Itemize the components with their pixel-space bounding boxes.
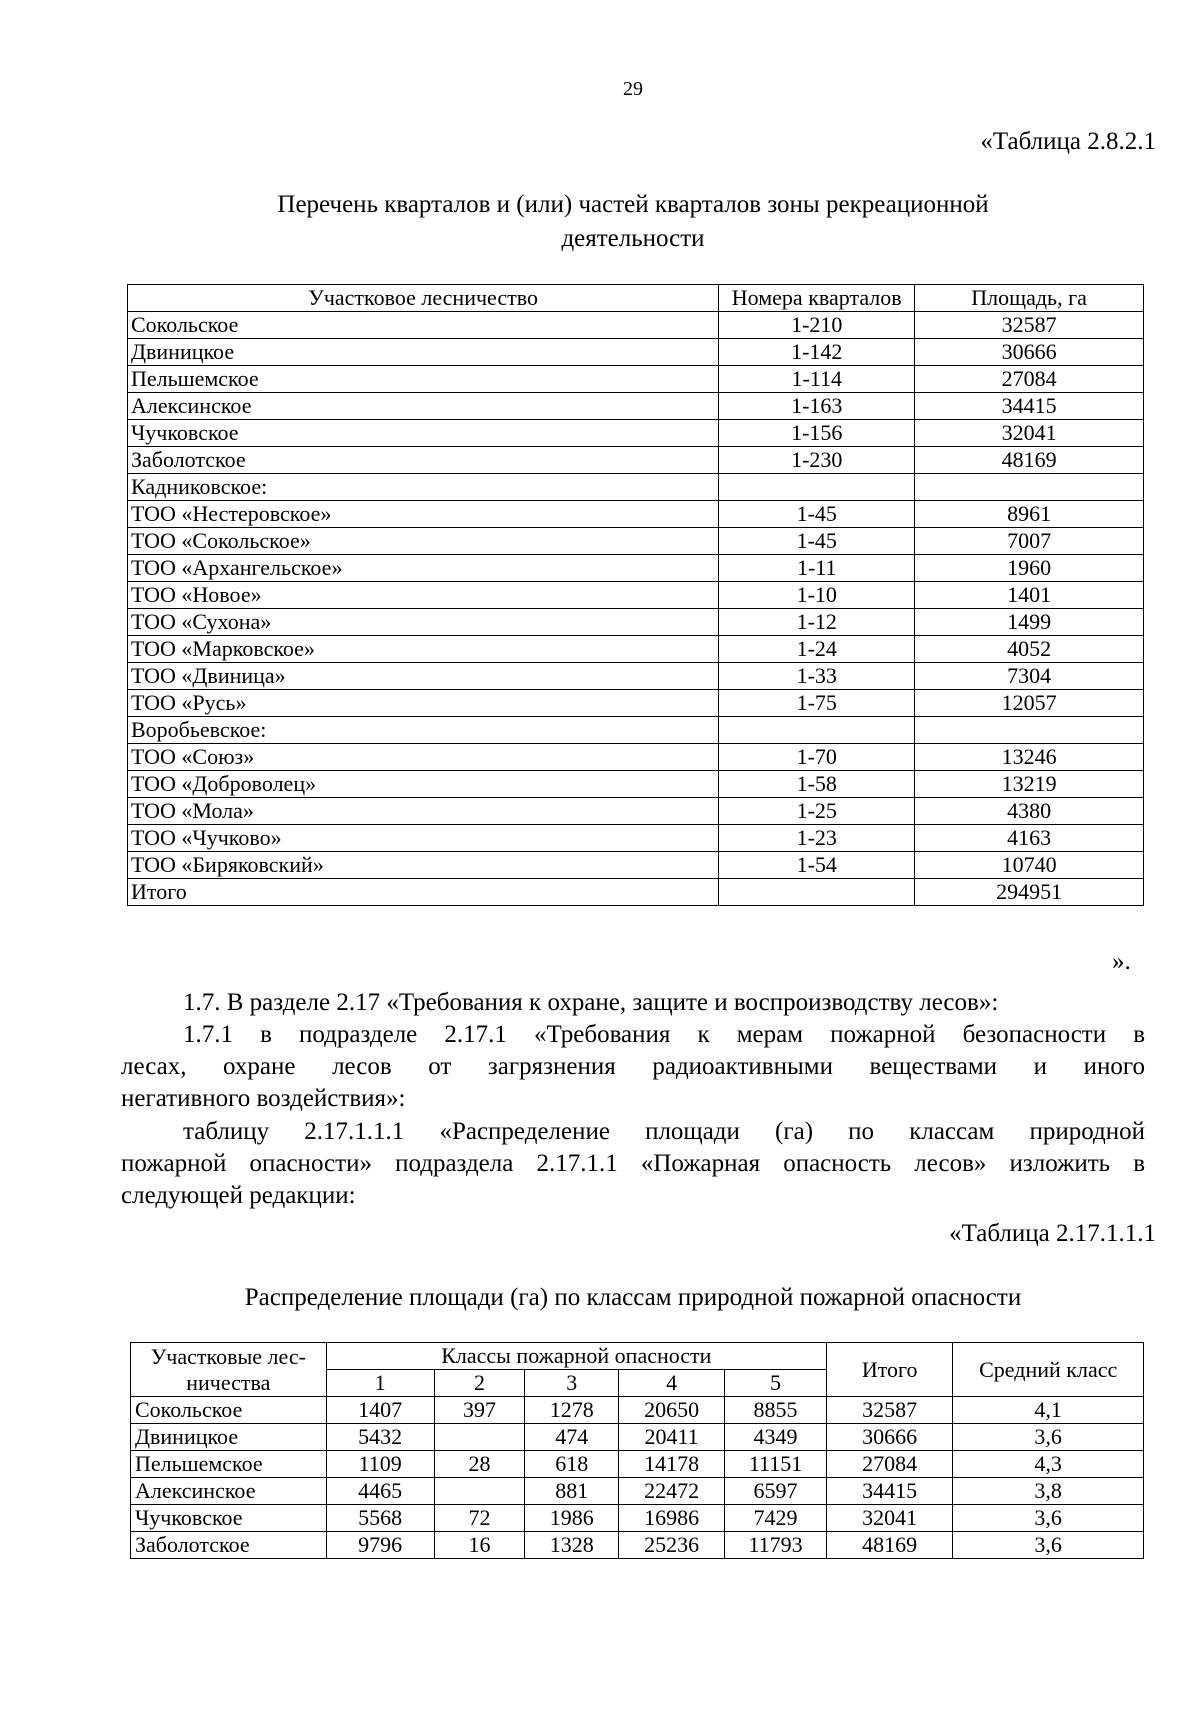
area-cell: 8961	[915, 501, 1144, 528]
class-2-cell: 16	[434, 1532, 525, 1559]
caption-line: Перечень кварталов и (или) частей кварталов зоны рекреационной	[277, 191, 989, 218]
class-3-cell: 618	[525, 1451, 619, 1478]
quarters-cell	[719, 717, 915, 744]
class-4-cell: 14178	[619, 1451, 725, 1478]
class-4-cell: 20650	[619, 1397, 725, 1424]
class-1-cell: 1109	[326, 1451, 434, 1478]
quarters-cell: 1-230	[719, 447, 915, 474]
total-cell: 48169	[827, 1532, 953, 1559]
table-close-mark: ».	[1112, 948, 1131, 975]
table-label: «Таблица 2.17.1.1.1	[949, 1220, 1156, 1247]
forestry-cell: ТОО «Доброволец»	[128, 771, 719, 798]
forestry-cell: Пельшемское	[128, 366, 719, 393]
average-class-cell: 3,6	[953, 1505, 1144, 1532]
area-cell: 12057	[915, 690, 1144, 717]
table-row	[128, 339, 1144, 366]
quarters-cell: 1-23	[719, 825, 915, 852]
area-cell: 294951	[915, 879, 1144, 906]
average-class-cell: 4,3	[953, 1451, 1144, 1478]
class-2-cell: 72	[434, 1505, 525, 1532]
table-header-row	[131, 1343, 1144, 1370]
area-cell: 1499	[915, 609, 1144, 636]
area-cell: 7304	[915, 663, 1144, 690]
class-number-cell: 3	[525, 1370, 619, 1397]
header-cell: Средний класс	[953, 1343, 1144, 1397]
table-row	[128, 582, 1144, 609]
table-caption: Распределение площади (га) по классам природной пожарной опасности	[244, 1284, 1022, 1311]
area-cell: 7007	[915, 528, 1144, 555]
paragraph-line: следующей редакции:	[121, 1182, 356, 1209]
table-caption	[0, 188, 1200, 256]
forestry-cell: ТОО «Русь»	[128, 690, 719, 717]
class-3-cell: 474	[525, 1424, 619, 1451]
paragraph	[121, 1019, 1145, 1115]
table-row	[128, 717, 1144, 744]
table-row	[128, 474, 1144, 501]
recreation-zone-table	[127, 284, 1144, 906]
quarters-cell: 1-10	[719, 582, 915, 609]
paragraph-line: негативного воздействия»:	[121, 1085, 406, 1112]
area-cell: 1960	[915, 555, 1144, 582]
quarters-cell: 1-33	[719, 663, 915, 690]
table-row	[128, 825, 1144, 852]
area-cell: 48169	[915, 447, 1144, 474]
quarters-cell: 1-142	[719, 339, 915, 366]
table-row	[131, 1397, 1144, 1424]
class-number-cell: 4	[619, 1370, 725, 1397]
table-row	[128, 771, 1144, 798]
class-2-cell: 397	[434, 1397, 525, 1424]
forestry-cell: Двиницкое	[131, 1424, 327, 1451]
class-2-cell	[434, 1424, 525, 1451]
table-row	[128, 312, 1144, 339]
class-4-cell: 20411	[619, 1424, 725, 1451]
forestry-cell: ТОО «Сокольское»	[128, 528, 719, 555]
header-cell: Участковое лесничество	[128, 285, 719, 312]
fire-danger-table	[130, 1342, 1144, 1559]
forestry-cell: ТОО «Нестеровское»	[128, 501, 719, 528]
quarters-cell: 1-45	[719, 501, 915, 528]
forestry-cell: Чучковское	[128, 420, 719, 447]
area-cell: 13219	[915, 771, 1144, 798]
forestry-cell: ТОО «Чучково»	[128, 825, 719, 852]
table-row	[128, 501, 1144, 528]
class-number-cell: 2	[434, 1370, 525, 1397]
class-5-cell: 4349	[725, 1424, 827, 1451]
quarters-cell: 1-45	[719, 528, 915, 555]
table-header-row	[128, 285, 1144, 312]
quarters-cell	[719, 879, 915, 906]
quarters-cell: 1-24	[719, 636, 915, 663]
class-1-cell: 5432	[326, 1424, 434, 1451]
area-cell: 10740	[915, 852, 1144, 879]
class-4-cell: 22472	[619, 1478, 725, 1505]
class-2-cell: 28	[434, 1451, 525, 1478]
table-row	[128, 528, 1144, 555]
header-cell: Площадь, га	[915, 285, 1144, 312]
forestry-cell: Двиницкое	[128, 339, 719, 366]
area-cell	[915, 474, 1144, 501]
quarters-cell: 1-70	[719, 744, 915, 771]
forestry-cell: ТОО «Биряковский»	[128, 852, 719, 879]
table-row	[128, 447, 1144, 474]
table-row	[128, 852, 1144, 879]
class-3-cell: 1278	[525, 1397, 619, 1424]
forestry-cell: Сокольское	[128, 312, 719, 339]
header-cell: Итого	[827, 1343, 953, 1397]
table-row	[128, 420, 1144, 447]
class-3-cell: 1986	[525, 1505, 619, 1532]
forestry-cell: Сокольское	[131, 1397, 327, 1424]
area-cell: 30666	[915, 339, 1144, 366]
area-cell: 27084	[915, 366, 1144, 393]
total-cell: 30666	[827, 1424, 953, 1451]
page-number: 29	[623, 78, 643, 100]
class-number-cell: 5	[725, 1370, 827, 1397]
class-1-cell: 5568	[326, 1505, 434, 1532]
forestry-cell: ТОО «Архангельское»	[128, 555, 719, 582]
class-4-cell: 16986	[619, 1505, 725, 1532]
forestry-cell: Пельшемское	[131, 1451, 327, 1478]
forestry-cell: ТОО «Новое»	[128, 582, 719, 609]
table-row	[128, 609, 1144, 636]
area-cell: 4163	[915, 825, 1144, 852]
class-5-cell: 7429	[725, 1505, 827, 1532]
average-class-cell: 3,6	[953, 1424, 1144, 1451]
table-row	[128, 663, 1144, 690]
class-1-cell: 4465	[326, 1478, 434, 1505]
header-line: Участковые лес-	[150, 1343, 306, 1369]
header-cell	[131, 1343, 327, 1397]
quarters-cell: 1-163	[719, 393, 915, 420]
quarters-cell: 1-58	[719, 771, 915, 798]
area-cell: 32587	[915, 312, 1144, 339]
forestry-cell: Алексинское	[128, 393, 719, 420]
quarters-cell: 1-11	[719, 555, 915, 582]
quarters-cell: 1-114	[719, 366, 915, 393]
area-cell: 34415	[915, 393, 1144, 420]
class-5-cell: 11151	[725, 1451, 827, 1478]
forestry-cell: Кадниковское:	[128, 474, 719, 501]
forestry-cell: Алексинское	[131, 1478, 327, 1505]
forestry-cell: Воробьевское:	[128, 717, 719, 744]
total-cell: 27084	[827, 1451, 953, 1478]
forestry-cell: Заболотское	[128, 447, 719, 474]
table-row	[128, 555, 1144, 582]
area-cell: 13246	[915, 744, 1144, 771]
quarters-cell: 1-156	[719, 420, 915, 447]
quarters-cell: 1-75	[719, 690, 915, 717]
table-row	[128, 798, 1144, 825]
table-row	[128, 636, 1144, 663]
class-5-cell: 8855	[725, 1397, 827, 1424]
area-cell: 4380	[915, 798, 1144, 825]
header-line: ничества	[186, 1369, 271, 1395]
area-cell	[915, 717, 1144, 744]
class-number-cell: 1	[326, 1370, 434, 1397]
class-1-cell: 9796	[326, 1532, 434, 1559]
class-4-cell: 25236	[619, 1532, 725, 1559]
total-cell: 32587	[827, 1397, 953, 1424]
table-row	[128, 366, 1144, 393]
table-row	[131, 1451, 1144, 1478]
average-class-cell: 4,1	[953, 1397, 1144, 1424]
table-label: «Таблица 2.8.2.1	[980, 128, 1156, 155]
quarters-cell: 1-210	[719, 312, 915, 339]
forestry-cell: ТОО «Мола»	[128, 798, 719, 825]
header-cell: Классы пожарной опасности	[326, 1343, 826, 1370]
table-row	[128, 879, 1144, 906]
total-cell: 32041	[827, 1505, 953, 1532]
forestry-cell: Заболотское	[131, 1532, 327, 1559]
area-cell: 4052	[915, 636, 1144, 663]
header-cell: Номера кварталов	[719, 285, 915, 312]
paragraph: 1.7. В разделе 2.17 «Требования к охране, защите и воспроизводству лесов»:	[183, 989, 999, 1016]
paragraph	[121, 1116, 1145, 1212]
quarters-cell: 1-25	[719, 798, 915, 825]
quarters-cell: 1-54	[719, 852, 915, 879]
area-cell: 1401	[915, 582, 1144, 609]
average-class-cell: 3,8	[953, 1478, 1144, 1505]
class-5-cell: 6597	[725, 1478, 827, 1505]
table-row	[131, 1424, 1144, 1451]
forestry-cell: ТОО «Союз»	[128, 744, 719, 771]
table-row	[131, 1532, 1144, 1559]
table-row	[131, 1478, 1144, 1505]
paragraph-line: пожарной опасности» подраздела 2.17.1.1 «Пожарная опасность лесов» изложить в	[121, 1150, 1145, 1177]
quarters-cell	[719, 474, 915, 501]
quarters-cell: 1-12	[719, 609, 915, 636]
forestry-cell: Чучковское	[131, 1505, 327, 1532]
class-3-cell: 881	[525, 1478, 619, 1505]
table-row	[128, 744, 1144, 771]
paragraph-line: лесах, охране лесов от загрязнения радиоактивными веществами и иного	[121, 1053, 1145, 1080]
paragraph-line: 1.7.1 в подразделе 2.17.1 «Требования к мерам пожарной безопасности в	[183, 1021, 1145, 1048]
table-row	[131, 1505, 1144, 1532]
forestry-cell: ТОО «Марковское»	[128, 636, 719, 663]
table-row	[128, 393, 1144, 420]
caption-line: деятельности	[561, 225, 705, 252]
area-cell: 32041	[915, 420, 1144, 447]
total-cell: 34415	[827, 1478, 953, 1505]
class-5-cell: 11793	[725, 1532, 827, 1559]
paragraph-line: таблицу 2.17.1.1.1 «Распределение площади (га) по классам природной	[183, 1118, 1145, 1145]
average-class-cell: 3,6	[953, 1532, 1144, 1559]
table-row	[128, 690, 1144, 717]
class-3-cell: 1328	[525, 1532, 619, 1559]
forestry-cell: ТОО «Сухона»	[128, 609, 719, 636]
forestry-cell: Итого	[128, 879, 719, 906]
class-2-cell	[434, 1478, 525, 1505]
forestry-cell: ТОО «Двиница»	[128, 663, 719, 690]
class-1-cell: 1407	[326, 1397, 434, 1424]
